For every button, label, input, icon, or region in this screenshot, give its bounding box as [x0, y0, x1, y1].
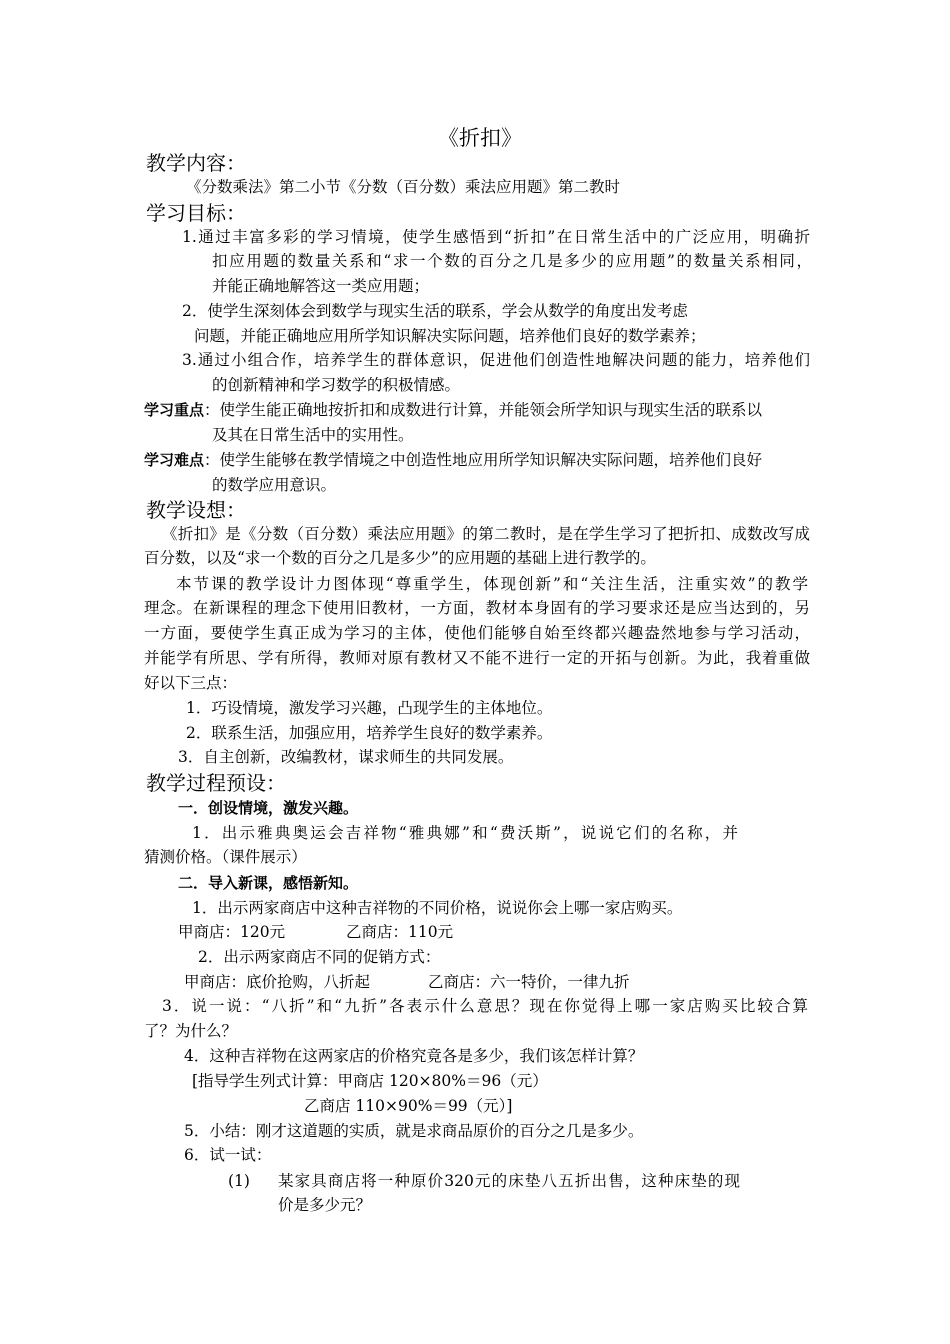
process-2-4: 4．这种吉祥物在这两家店的价格究竟各是多少，我们该怎样计算？	[184, 1047, 644, 1065]
goal-1-line-1: 1.通过丰富多彩的学习情境，使学生感悟到“折扣”在日常生活中的广泛应用，明确折	[182, 228, 810, 246]
process-2-1: 1．出示两家商店中这种吉祥物的不同价格，说说你会上哪一家店购买。	[192, 899, 683, 917]
promo-shop-b: 乙商店：六一特价，一律九折	[428, 973, 630, 991]
process-step-1-title: 一．创设情境，激发兴趣。	[178, 799, 359, 817]
difficulty-line-1	[144, 453, 762, 469]
process-2-2: 2．出示两家商店不同的促销方式：	[198, 948, 441, 966]
exercise-1-number: (1)	[228, 1172, 250, 1190]
section-heading-goals: 学习目标：	[146, 201, 246, 225]
design-point-1: 1．巧设情境，激发学习兴趣，凸现学生的主体地位。	[186, 699, 553, 717]
calc-shop-b: 乙商店 110×90%＝99（元）]	[304, 1097, 513, 1115]
calc-shop-a: [指导学生列式计算：甲商店 120×80%＝96（元）	[192, 1072, 548, 1090]
process-step-1-line-1: 1．出示雅典奥运会吉祥物“雅典娜”和“费沃斯”，说说它们的名称，并	[192, 824, 738, 842]
process-2-3-line-2: 了？为什么？	[144, 1022, 238, 1040]
design-p2-line-3: 一方面，要使学生真正成为学习的主体，使他们能够自始至终都兴趣盎然地参与学习活动，	[144, 624, 810, 642]
key-point-label: 学习重点	[144, 401, 205, 419]
process-2-5: 5．小结：刚才这道题的实质，就是求商品原价的百分之几是多少。	[184, 1122, 644, 1140]
content-text: 《分数乘法》第二小节《分数（百分数）乘法应用题》第二教时	[186, 178, 621, 196]
key-point-line-1	[144, 403, 762, 419]
design-p2-line-2: 理念。在新课程的理念下使用旧教材，一方面，教材本身固有的学习要求还是应当达到的，另	[144, 599, 810, 617]
goal-2-line-1: 2．使学生深刻体会到数学与现实生活的联系，学会从数学的角度出发考虑	[182, 302, 688, 320]
goal-3-line-2: 的创新精神和学习数学的积极情感。	[212, 376, 461, 394]
exercise-1-line-2: 价是多少元？	[278, 1196, 372, 1214]
page-title: 《折扣》	[438, 126, 522, 150]
section-heading-process: 教学过程预设：	[146, 771, 286, 795]
promo-shop-a: 甲商店：底价抢购，八折起	[184, 973, 371, 991]
design-p2-line-4: 并能学有所思、学有所得，教师对原有教材又不能不进行一定的开拓与创新。为此，我着重做	[144, 649, 810, 667]
process-step-1-line-2: 猜测价格。（课件展示）	[144, 848, 307, 866]
design-p1-line-2: 百分数，以及“求一个数的百分之几是多少”的应用题的基础上进行教学的。	[144, 549, 656, 567]
price-shop-b: 乙商店：110元	[346, 923, 454, 941]
exercise-1-line-1: 某家具商店将一种原价320元的床垫八五折出售，这种床垫的现	[278, 1172, 740, 1190]
key-point-text: ：使学生能正确地按折扣和成数进行计算，并能领会所学知识与现实生活的联系以	[204, 401, 763, 419]
design-p2-line-1: 本节课的教学设计力图体现“尊重学生，体现创新”和“关注生活，注重实效”的教学	[176, 575, 808, 593]
process-2-3-line-1: 3．说一说：“八折”和“九折”各表示什么意思？现在你觉得上哪一家店购买比较合算	[162, 997, 808, 1015]
difficulty-line-2: 的数学应用意识。	[212, 476, 337, 494]
process-2-6: 6．试一试：	[184, 1146, 272, 1164]
goal-2-line-2: 问题，并能正确地应用所学知识解决实际问题，培养他们良好的数学素养；	[194, 327, 706, 345]
design-point-2: 2．联系生活，加强应用，培养学生良好的数学素养。	[186, 724, 553, 742]
design-p2-line-5: 好以下三点：	[144, 674, 238, 692]
difficulty-label: 学习难点	[144, 451, 205, 469]
price-shop-a: 甲商店：120元	[178, 923, 286, 941]
key-point-line-2: 及其在日常生活中的实用性。	[212, 426, 414, 444]
goal-3-line-1: 3.通过小组合作，培养学生的群体意识，促进他们创造性地解决问题的能力，培养他们	[182, 351, 810, 369]
goal-1-line-3: 并能正确地解答这一类应用题；	[212, 277, 430, 295]
design-p1-line-1: 《折扣》是《分数（百分数）乘法应用题》的第二教时，是在学生学习了把折扣、成数改写成	[162, 525, 810, 543]
design-point-3: 3．自主创新，改编教材，谋求师生的共同发展。	[178, 748, 514, 766]
section-heading-design: 教学设想：	[146, 498, 246, 522]
process-step-2-title: 二．导入新课，感悟新知。	[178, 874, 359, 892]
difficulty-text: ：使学生能够在教学情境之中创造性地应用所学知识解决实际问题，培养他们良好	[204, 451, 763, 469]
goal-1-line-2: 扣应用题的数量关系和“求一个数的百分之几是多少的应用题”的数量关系相同，	[212, 252, 812, 270]
section-heading-content: 教学内容：	[146, 151, 246, 175]
